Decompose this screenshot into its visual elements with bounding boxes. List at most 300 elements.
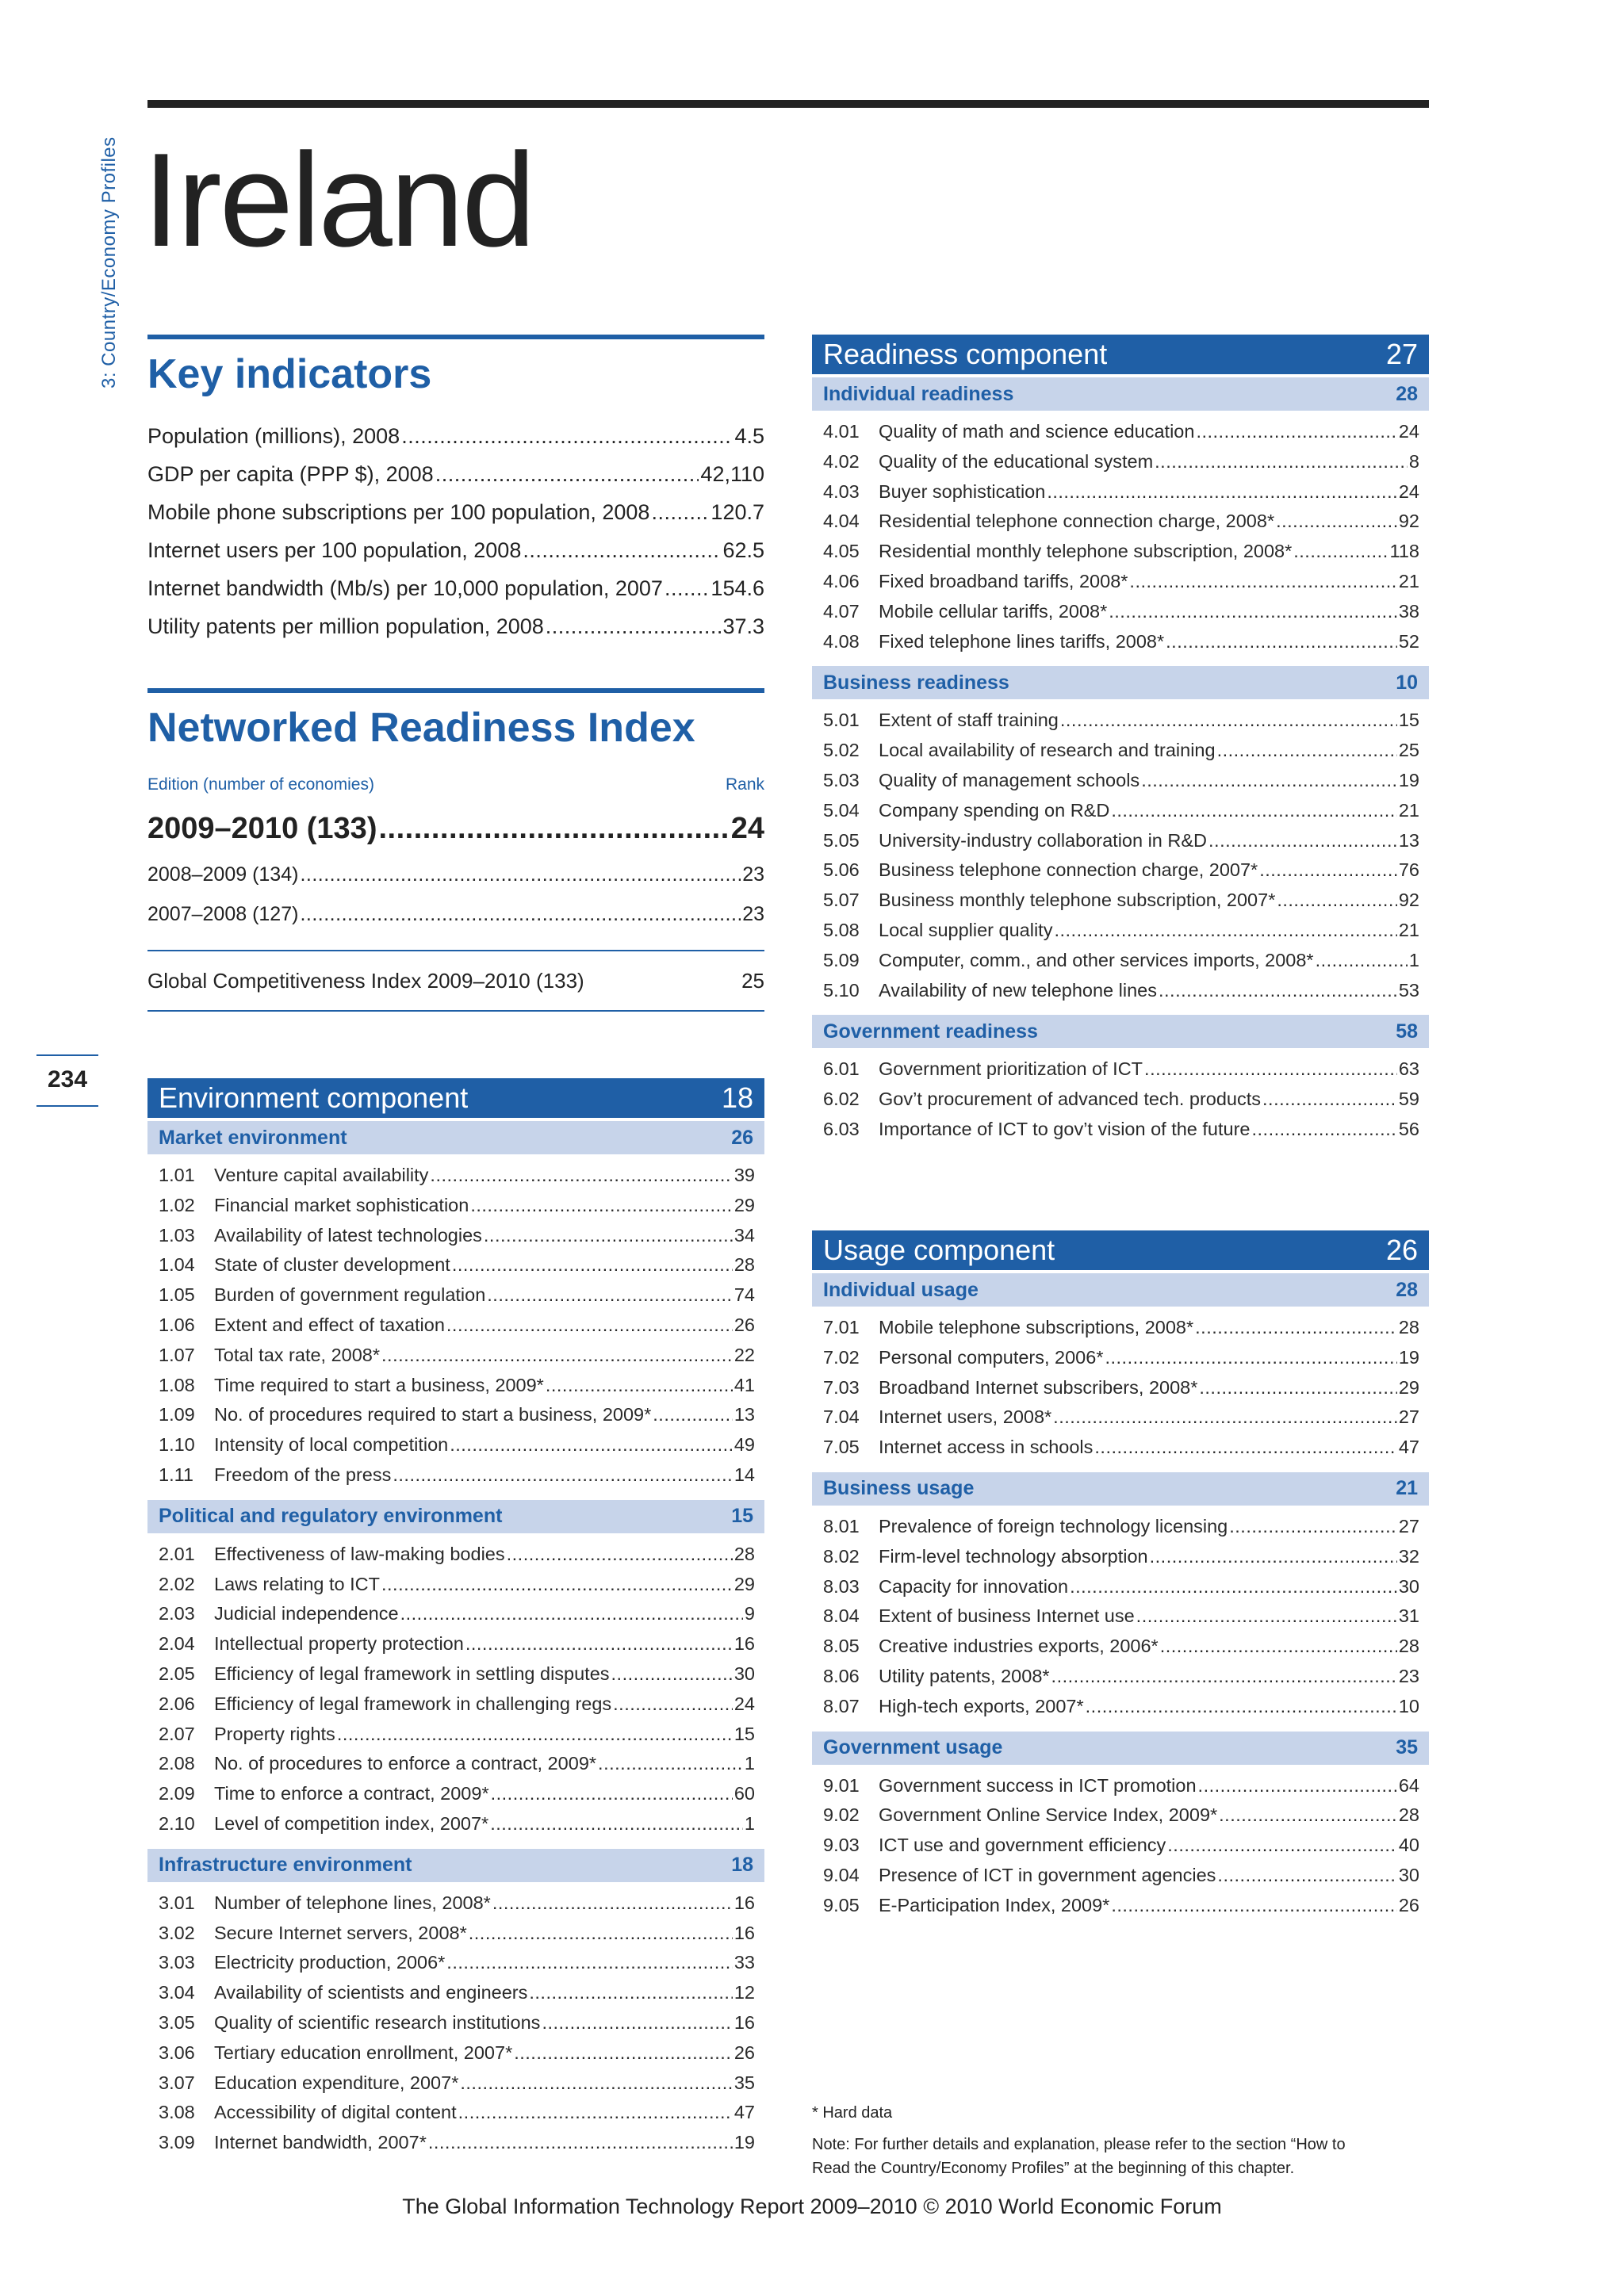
indicator-row — [157, 1749, 755, 1779]
pillar-rank: 21 — [1396, 1477, 1418, 1500]
indicator-row — [822, 736, 1419, 766]
indicator-code: 2.03 — [159, 1603, 195, 1624]
indicator-code: 6.02 — [823, 1089, 860, 1110]
indicator-rank: 9 — [744, 1603, 755, 1624]
pillar-title: Individual usage — [823, 1278, 979, 1301]
pillar-items — [812, 699, 1429, 1012]
leader-dots — [546, 1371, 733, 1401]
indicator-label: Fixed telephone lines tariffs, 2008* — [879, 630, 1165, 652]
indicator-rank: 14 — [733, 1464, 755, 1485]
indicator-row — [157, 1629, 755, 1659]
pillar-header — [812, 666, 1429, 699]
indicator-code: 2.08 — [159, 1753, 195, 1774]
indicator-row — [822, 796, 1419, 826]
indicator-code: 8.04 — [823, 1605, 860, 1627]
indicator-label: Quality of math and science education — [879, 421, 1195, 442]
leader-dots — [484, 1221, 733, 1251]
leader-dots — [1196, 417, 1396, 447]
indicator-label: Computer, comm., and other services imports, 2008* — [879, 949, 1314, 970]
indicator-rank: 24 — [1398, 421, 1419, 442]
indicator-row — [822, 537, 1419, 567]
indicator-rank: 28 — [1398, 1317, 1419, 1337]
indicator-code: 7.03 — [823, 1376, 860, 1398]
nri-rule — [147, 688, 764, 693]
indicator-label: Mobile phone subscriptions per 100 population, 2008 — [147, 500, 650, 524]
indicator-row — [822, 1831, 1419, 1861]
indicator-rank: 76 — [1398, 859, 1419, 881]
indicator-label: Effectiveness of law-making bodies — [214, 1543, 505, 1564]
indicator-rank: 26 — [733, 2042, 755, 2063]
leader-dots — [1217, 1861, 1396, 1891]
indicator-row — [157, 1599, 755, 1629]
nri-rank-label: Rank — [725, 775, 764, 794]
note-line: Read the Country/Economy Profiles” at the beginning of this chapter. — [812, 2160, 1295, 2177]
leader-dots — [546, 607, 722, 645]
leader-dots — [523, 531, 721, 569]
indicator-row — [822, 1572, 1419, 1602]
indicator-code: 4.08 — [823, 630, 860, 652]
indicator-code: 9.02 — [823, 1804, 860, 1826]
indicator-label: Number of telephone lines, 2008* — [214, 1892, 491, 1913]
indicator-code: 9.04 — [823, 1864, 860, 1885]
indicator-value: 37.3 — [722, 614, 764, 638]
indicator-label: Broadband Internet subscribers, 2008* — [879, 1376, 1198, 1398]
indicator-label: Secure Internet servers, 2008* — [214, 1922, 467, 1943]
indicator-label: Residential telephone connection charge, 2008* — [879, 511, 1275, 532]
leader-dots — [1129, 567, 1396, 597]
pillar-rank: 10 — [1396, 671, 1418, 694]
indicator-label: Government Online Service Index, 2009* — [879, 1804, 1218, 1826]
indicator-row — [822, 447, 1419, 477]
indicator-code: 5.03 — [823, 769, 860, 790]
indicator-code: 4.01 — [823, 421, 860, 442]
indicator-row — [822, 886, 1419, 916]
leader-dots — [1109, 597, 1397, 627]
indicator-value: 42,110 — [700, 462, 764, 486]
nri-previous-label: 2007–2008 (127) — [147, 903, 299, 925]
indicator-label: Utility patents, 2008* — [879, 1665, 1050, 1686]
indicator-label: Capacity for innovation — [879, 1575, 1069, 1597]
indicator-row — [157, 1689, 755, 1720]
indicator-row — [822, 627, 1419, 657]
pillar-header — [812, 1015, 1429, 1048]
indicator-value: 120.7 — [710, 500, 764, 524]
indicator-label: Efficiency of legal framework in challenging regs — [214, 1693, 612, 1714]
leader-dots — [1141, 766, 1397, 796]
indicator-label: Fixed broadband tariffs, 2008* — [879, 570, 1128, 591]
indicator-code: 1.11 — [159, 1464, 193, 1485]
indicator-code: 1.09 — [159, 1404, 195, 1425]
indicator-rank: 39 — [733, 1165, 755, 1185]
indicator-rank: 16 — [733, 2011, 755, 2033]
leader-dots — [1316, 946, 1408, 976]
indicator-label: Laws relating to ICT — [214, 1573, 380, 1594]
indicator-rank: 21 — [1398, 919, 1419, 940]
indicator-row — [822, 507, 1419, 537]
indicator-label: Quality of the educational system — [879, 450, 1154, 472]
leader-dots — [1047, 477, 1397, 507]
pillar-rank: 28 — [1396, 1278, 1418, 1301]
indicator-row — [822, 706, 1419, 736]
indicator-row — [157, 1540, 755, 1570]
indicator-row — [822, 976, 1419, 1006]
indicator-rank: 1 — [744, 1753, 755, 1774]
indicator-row — [822, 1771, 1419, 1801]
indicator-rank: 16 — [733, 1922, 755, 1943]
indicator-row — [147, 569, 764, 607]
leader-dots — [1105, 1343, 1396, 1373]
leader-dots — [1111, 1891, 1397, 1921]
indicator-rank: 47 — [1398, 1437, 1419, 1458]
indicator-row — [822, 1692, 1419, 1722]
indicator-row — [822, 916, 1419, 946]
leader-dots — [1259, 855, 1397, 886]
indicator-code: 3.03 — [159, 1952, 195, 1973]
indicator-code: 5.02 — [823, 740, 860, 761]
indicator-row — [157, 1779, 755, 1809]
pillar-title: Business usage — [823, 1477, 975, 1500]
gci-label: Global Competitiveness Index 2009–2010 (133) — [147, 968, 584, 993]
indicator-code: 7.04 — [823, 1406, 860, 1428]
indicator-code: 8.01 — [823, 1515, 860, 1536]
indicator-code: 8.06 — [823, 1665, 860, 1686]
indicator-label: Prevalence of foreign technology licensing — [879, 1515, 1228, 1536]
page-number: 234 — [47, 1066, 88, 1093]
indicator-rank: 53 — [1398, 979, 1419, 1001]
indicator-rank: 23 — [1398, 1665, 1419, 1686]
indicator-rank: 26 — [733, 1314, 755, 1335]
leader-dots — [1150, 1542, 1397, 1572]
leader-dots — [300, 855, 741, 894]
indicator-code: 7.02 — [823, 1346, 860, 1368]
indicator-rank: 33 — [733, 1952, 755, 1973]
indicator-row — [822, 1800, 1419, 1831]
indicator-rank: 64 — [1398, 1774, 1419, 1796]
indicator-rank: 1 — [744, 1812, 755, 1834]
indicator-label: Personal computers, 2006* — [879, 1346, 1104, 1368]
indicator-row — [822, 597, 1419, 627]
indicator-rank: 19 — [1398, 769, 1419, 790]
leader-dots — [1252, 1115, 1397, 1145]
top-rule — [147, 100, 1429, 108]
leader-dots — [1136, 1601, 1397, 1632]
indicator-code: 3.07 — [159, 2072, 195, 2093]
leader-dots — [491, 1779, 733, 1809]
pillar-rank: 28 — [1396, 382, 1418, 405]
indicator-label: GDP per capita (PPP $), 2008 — [147, 462, 434, 486]
readiness-component — [812, 335, 1429, 1151]
pillar-items — [812, 1048, 1429, 1150]
leader-dots — [446, 1948, 733, 1978]
indicator-rank: 1 — [1408, 949, 1419, 970]
leader-dots — [1166, 627, 1397, 657]
indicator-code: 1.01 — [159, 1165, 195, 1185]
indicator-row — [157, 1659, 755, 1689]
indicator-rank: 10 — [1398, 1695, 1419, 1716]
indicator-label: Government success in ICT promotion — [879, 1774, 1197, 1796]
pillar-title: Government usage — [823, 1736, 1003, 1759]
leader-dots — [1155, 447, 1408, 477]
leader-dots — [469, 1919, 733, 1949]
nri-previous-row — [147, 855, 764, 894]
pillar-items — [812, 411, 1429, 663]
indicator-rank: 30 — [1398, 1575, 1419, 1597]
indicator-code: 5.04 — [823, 799, 860, 821]
leader-dots — [613, 1689, 733, 1720]
side-tab — [73, 95, 120, 388]
indicator-row — [822, 826, 1419, 856]
nri-previous-row — [147, 894, 764, 934]
nri-title: Networked Readiness Index — [147, 705, 695, 751]
indicator-label: High-tech exports, 2007* — [879, 1695, 1084, 1716]
indicator-rank: 8 — [1408, 450, 1419, 472]
leader-dots — [393, 1460, 733, 1490]
indicator-rank: 29 — [733, 1573, 755, 1594]
indicator-label: Company spending on R&D — [879, 799, 1110, 821]
nri-current-row — [147, 802, 764, 855]
indicator-rank: 92 — [1398, 511, 1419, 532]
leader-dots — [1229, 1512, 1397, 1542]
leader-dots — [470, 1191, 733, 1221]
nri-current-value: 24 — [730, 812, 764, 845]
indicator-row — [822, 1632, 1419, 1662]
leader-dots — [1199, 1373, 1396, 1403]
indicator-row — [147, 417, 764, 455]
nri-previous-value: 23 — [742, 903, 764, 925]
leader-dots — [435, 455, 699, 493]
indicator-code: 7.05 — [823, 1437, 860, 1458]
indicator-label: Electricity production, 2006* — [214, 1952, 446, 1973]
component-title: Readiness component — [823, 338, 1108, 370]
indicator-row — [822, 1891, 1419, 1921]
leader-dots — [1277, 886, 1397, 916]
leader-dots — [400, 1599, 743, 1629]
indicator-row — [822, 1054, 1419, 1085]
indicator-label: Presence of ICT in government agencies — [879, 1864, 1216, 1885]
indicator-code: 2.02 — [159, 1573, 195, 1594]
indicator-code: 5.07 — [823, 890, 860, 911]
indicator-code: 1.05 — [159, 1284, 195, 1306]
indicator-rank: 16 — [733, 1892, 755, 1913]
leader-dots — [450, 1430, 733, 1460]
indicator-label: Residential monthly telephone subscription, 2008* — [879, 541, 1293, 562]
leader-dots — [653, 1400, 733, 1430]
indicator-code: 3.06 — [159, 2042, 195, 2063]
pillar-header — [812, 1273, 1429, 1307]
leader-dots — [1167, 1831, 1397, 1861]
pillar-title: Infrastructure environment — [159, 1854, 412, 1877]
indicator-row — [822, 855, 1419, 886]
leader-dots — [446, 1311, 733, 1341]
leader-dots — [1217, 736, 1397, 766]
indicator-rank: 24 — [733, 1693, 755, 1714]
indicator-rank: 13 — [1398, 829, 1419, 851]
indicator-label: State of cluster development — [214, 1254, 450, 1276]
leader-dots — [465, 1629, 733, 1659]
indicator-row — [157, 1430, 755, 1460]
indicator-row — [157, 2008, 755, 2038]
indicator-code: 4.05 — [823, 541, 860, 562]
indicator-label: Extent of business Internet use — [879, 1605, 1135, 1627]
indicator-code: 9.01 — [823, 1774, 860, 1796]
indicator-code: 5.01 — [823, 710, 860, 731]
leader-dots — [1208, 826, 1397, 856]
leader-dots — [460, 2068, 733, 2099]
usage-component — [812, 1230, 1429, 1927]
indicator-row — [157, 1809, 755, 1839]
indicator-row — [157, 1191, 755, 1221]
leader-dots — [1198, 1771, 1397, 1801]
indicator-rank: 15 — [1398, 710, 1419, 731]
indicator-label: Time to enforce a contract, 2009* — [214, 1783, 489, 1804]
indicator-rank: 60 — [733, 1783, 755, 1804]
indicator-row — [147, 531, 764, 569]
pillar-items — [147, 1882, 764, 2164]
indicator-rank: 52 — [1398, 630, 1419, 652]
indicator-code: 4.06 — [823, 570, 860, 591]
leader-dots — [1262, 1085, 1397, 1115]
indicator-rank: 56 — [1398, 1118, 1419, 1139]
indicator-code: 5.09 — [823, 949, 860, 970]
indicator-code: 2.07 — [159, 1723, 195, 1744]
indicator-row — [822, 1512, 1419, 1542]
indicator-code: 6.01 — [823, 1058, 860, 1080]
leader-dots — [458, 2098, 733, 2128]
indicator-row — [157, 1919, 755, 1949]
indicator-row — [157, 1341, 755, 1371]
pillar-rank: 18 — [731, 1854, 753, 1877]
indicator-code: 5.10 — [823, 979, 860, 1001]
indicator-rank: 30 — [733, 1663, 755, 1684]
indicator-code: 4.03 — [823, 480, 860, 502]
indicator-row — [822, 1402, 1419, 1433]
leader-dots — [514, 2038, 733, 2068]
nri-edition-label: Edition (number of economies) — [147, 775, 374, 794]
indicator-rank: 29 — [1398, 1376, 1419, 1398]
indicator-rank: 63 — [1398, 1058, 1419, 1080]
indicator-row — [822, 1861, 1419, 1891]
indicator-rank: 28 — [1398, 1804, 1419, 1826]
indicator-code: 2.05 — [159, 1663, 195, 1684]
indicator-label: University-industry collaboration in R&D — [879, 829, 1208, 851]
indicator-rank: 41 — [733, 1374, 755, 1395]
indicator-code: 2.06 — [159, 1693, 195, 1714]
indicator-row — [157, 1250, 755, 1280]
indicator-row — [157, 1221, 755, 1251]
indicator-label: Internet bandwidth, 2007* — [214, 2132, 427, 2153]
indicator-code: 2.10 — [159, 1812, 195, 1834]
pillar-items — [812, 1307, 1429, 1469]
indicator-label: Gov’t procurement of advanced tech. products — [879, 1089, 1262, 1110]
indicator-label: Availability of latest technologies — [214, 1224, 482, 1246]
gci-value: 25 — [741, 968, 764, 993]
indicator-value: 62.5 — [722, 538, 764, 562]
indicator-label: Intensity of local competition — [214, 1434, 449, 1456]
indicator-rank: 49 — [733, 1434, 755, 1456]
indicator-code: 1.03 — [159, 1224, 195, 1246]
indicator-row — [822, 1085, 1419, 1115]
pillar-title: Market environment — [159, 1126, 347, 1149]
indicator-label: Importance of ICT to gov’t vision of the future — [879, 1118, 1251, 1139]
indicator-row — [822, 1313, 1419, 1343]
leader-dots — [1111, 796, 1397, 826]
pillar-title: Business readiness — [823, 671, 1009, 694]
indicator-code: 1.07 — [159, 1344, 195, 1365]
indicator-row — [822, 1433, 1419, 1463]
indicator-label: Utility patents per million population, 2008 — [147, 614, 544, 638]
indicator-rank: 22 — [733, 1344, 755, 1365]
leader-dots — [428, 2128, 733, 2158]
pillar-rank: 26 — [731, 1126, 753, 1149]
indicator-row — [157, 1311, 755, 1341]
leader-dots — [487, 1280, 733, 1311]
indicator-code: 3.05 — [159, 2011, 195, 2033]
pillar-header — [812, 377, 1429, 411]
indicator-label: Firm-level technology absorption — [879, 1545, 1148, 1567]
indicator-row — [157, 1948, 755, 1978]
indicator-code: 1.02 — [159, 1194, 195, 1215]
indicator-label: Internet bandwidth (Mb/s) per 10,000 population, 2007 — [147, 576, 663, 600]
indicator-rank: 59 — [1398, 1089, 1419, 1110]
nri-section — [147, 688, 764, 934]
indicator-label: Venture capital availability — [214, 1165, 429, 1185]
indicator-row — [157, 1888, 755, 1919]
indicator-rank: 21 — [1398, 570, 1419, 591]
indicator-label: Extent and effect of taxation — [214, 1314, 445, 1335]
indicator-rank: 25 — [1398, 740, 1419, 761]
indicator-code: 3.09 — [159, 2132, 195, 2153]
leader-dots — [381, 1341, 733, 1371]
indicator-row — [157, 2068, 755, 2099]
component-header — [812, 1230, 1429, 1270]
indicator-rank: 21 — [1398, 799, 1419, 821]
indicator-code: 9.05 — [823, 1894, 860, 1915]
pillar-header — [147, 1500, 764, 1533]
indicator-code: 3.08 — [159, 2102, 195, 2123]
indicator-label: Quality of scientific research institutions — [214, 2011, 541, 2033]
pillar-items — [812, 1765, 1429, 1927]
pillar-title: Individual readiness — [823, 382, 1014, 405]
indicator-label: Internet access in schools — [879, 1437, 1094, 1458]
indicator-label: Total tax rate, 2008* — [214, 1344, 381, 1365]
indicator-code: 8.03 — [823, 1575, 860, 1597]
indicator-code: 2.09 — [159, 1783, 195, 1804]
indicator-row — [147, 493, 764, 531]
indicator-code: 4.04 — [823, 511, 860, 532]
indicator-row — [157, 1371, 755, 1401]
indicator-rank: 12 — [733, 1982, 755, 2003]
side-tab-label: 3: Country/Economy Profiles — [98, 136, 120, 388]
indicator-code: 6.03 — [823, 1118, 860, 1139]
indicator-label: Level of competition index, 2007* — [214, 1812, 489, 1834]
leader-dots — [651, 493, 709, 531]
indicator-label: Buyer sophistication — [879, 480, 1046, 502]
indicator-label: Internet users, 2008* — [879, 1406, 1052, 1428]
indicator-rank: 35 — [733, 2072, 755, 2093]
indicator-rank: 13 — [733, 1404, 755, 1425]
indicator-rank: 47 — [733, 2102, 755, 2123]
leader-dots — [337, 1720, 733, 1750]
indicator-code: 1.06 — [159, 1314, 195, 1335]
leader-dots — [529, 1978, 732, 2008]
leader-dots — [1144, 1054, 1397, 1085]
indicator-row — [822, 1662, 1419, 1692]
leader-dots — [300, 894, 741, 934]
indicator-rank: 40 — [1398, 1835, 1419, 1856]
leader-dots — [1060, 706, 1397, 736]
indicator-row — [157, 1161, 755, 1191]
indicator-row — [157, 2038, 755, 2068]
